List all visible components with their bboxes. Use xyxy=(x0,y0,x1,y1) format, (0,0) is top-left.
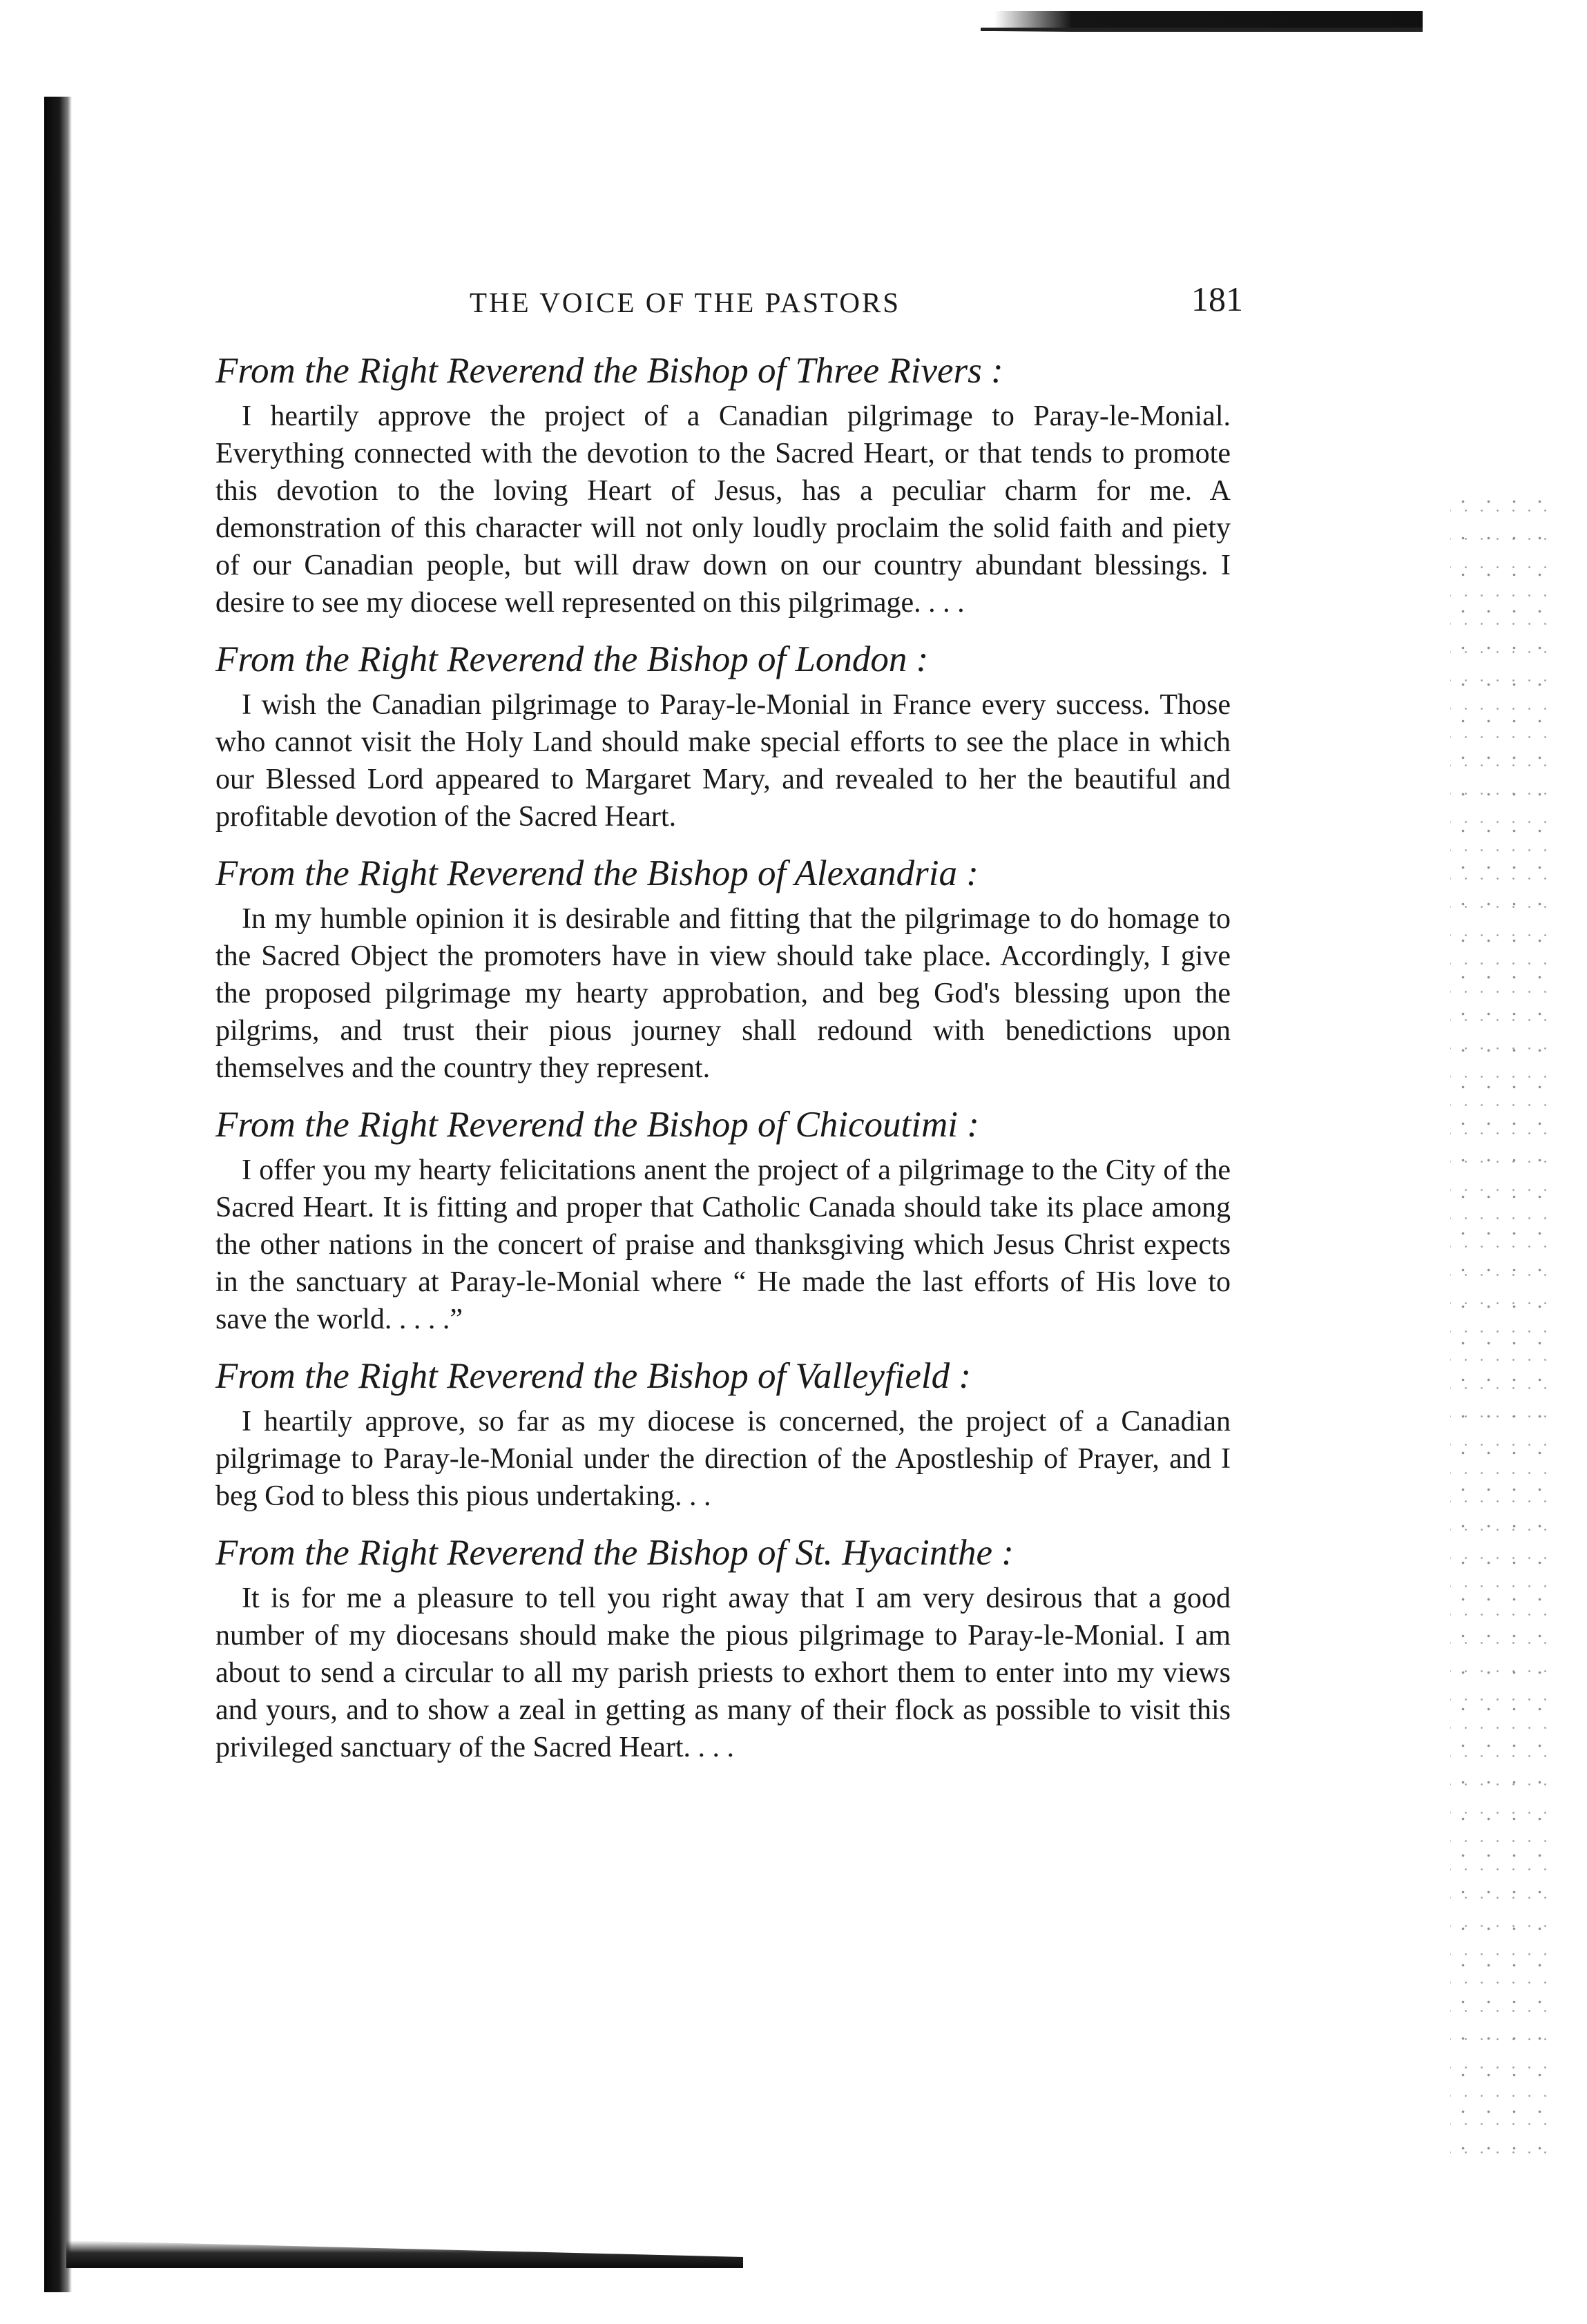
page-number: 181 xyxy=(1191,280,1243,318)
section-body: In my humble opinion it is desirable and fitting that the pilgrimage to do homage to the Sacred Object the promoters have in view should take place. Accordingly, I give the proposed pilgrimage my hearty approbation, and beg God's blessing upon the pilgrims, and trust their pious journey shall redound with benedictions upon themselves and the country they represent. xyxy=(215,903,1231,1084)
section-body: I heartily approve the project of a Canadian pilgrimage to Paray-le-Monial. Everything connected with the devotion to the Sacred Heart, or that tends to promote this devotion to the loving Heart of Jesus, has a peculiar charm for me. A demonstration of this character will not only loudly proclaim the solid faith and piety of our Canadian people, but will draw down on our country abundant blessings. I desire to see my diocese well represented on this pilgrimage. . . . xyxy=(215,400,1231,619)
scan-bottom-shadow xyxy=(66,2240,743,2268)
section-heading: From the Right Reverend the Bishop of Valleyfield : xyxy=(215,1356,972,1396)
letter-section xyxy=(215,853,1231,1087)
scan-top-line xyxy=(981,28,1423,31)
section-body: I offer you my hearty felicitations anent the project of a pilgrimage to the City of the Sacred Heart. It is fitting and proper that Catholic Canada should take its place among the other nations in the concert of praise and thanksgiving which Jesus Christ expects in the sanctuary at Paray-le-Monial where “ He made the last efforts of His love to save the world. . . . .” xyxy=(215,1154,1231,1335)
section-body: I heartily approve, so far as my diocese is concerned, the project of a Canadian pilgrimage to Paray-le-Monial under the direction of the Apostleship of Prayer, and I beg God to bless this pious undertaking. . . xyxy=(215,1406,1231,1512)
scan-binding-shadow xyxy=(44,97,72,2292)
page-header xyxy=(214,276,1243,325)
section-heading: From the Right Reverend the Bishop of Chicoutimi : xyxy=(215,1105,979,1145)
section-body: It is for me a pleasure to tell you right away that I am very desirous that a good number of my diocesans should make the pious pilgrimage to Paray-le-Monial. I am about to send a circular to all my parish priests to exhort them to enter into my views and yours, and to show a zeal in getting as many of their flock as possible to visit this privileged sanctuary of the Sacred Heart. . . . xyxy=(215,1582,1231,1763)
running-head: THE VOICE OF THE PASTORS xyxy=(470,287,901,318)
section-body: I wish the Canadian pilgrimage to Paray-le-Monial in France every success. Those who cannot visit the Holy Land should make special efforts to see the place in which our Blessed Lord appeared to Margaret Mary, and revealed to her the beautiful and profitable devotion of the Sacred Heart. xyxy=(215,689,1231,833)
section-heading: From the Right Reverend the Bishop of Three Rivers : xyxy=(215,351,1003,391)
section-heading: From the Right Reverend the Bishop of Alexandria : xyxy=(215,853,979,893)
letter-section xyxy=(215,1533,1231,1766)
letter-section xyxy=(215,639,1231,835)
letter-section xyxy=(215,1356,1231,1515)
section-heading: From the Right Reverend the Bishop of London : xyxy=(215,639,929,679)
scan-edge-speckle xyxy=(1450,483,1554,2175)
letter-section xyxy=(215,1105,1231,1338)
page-body xyxy=(215,351,1231,1784)
letter-section xyxy=(215,351,1231,621)
section-heading: From the Right Reverend the Bishop of St. Hyacinthe : xyxy=(215,1533,1014,1573)
